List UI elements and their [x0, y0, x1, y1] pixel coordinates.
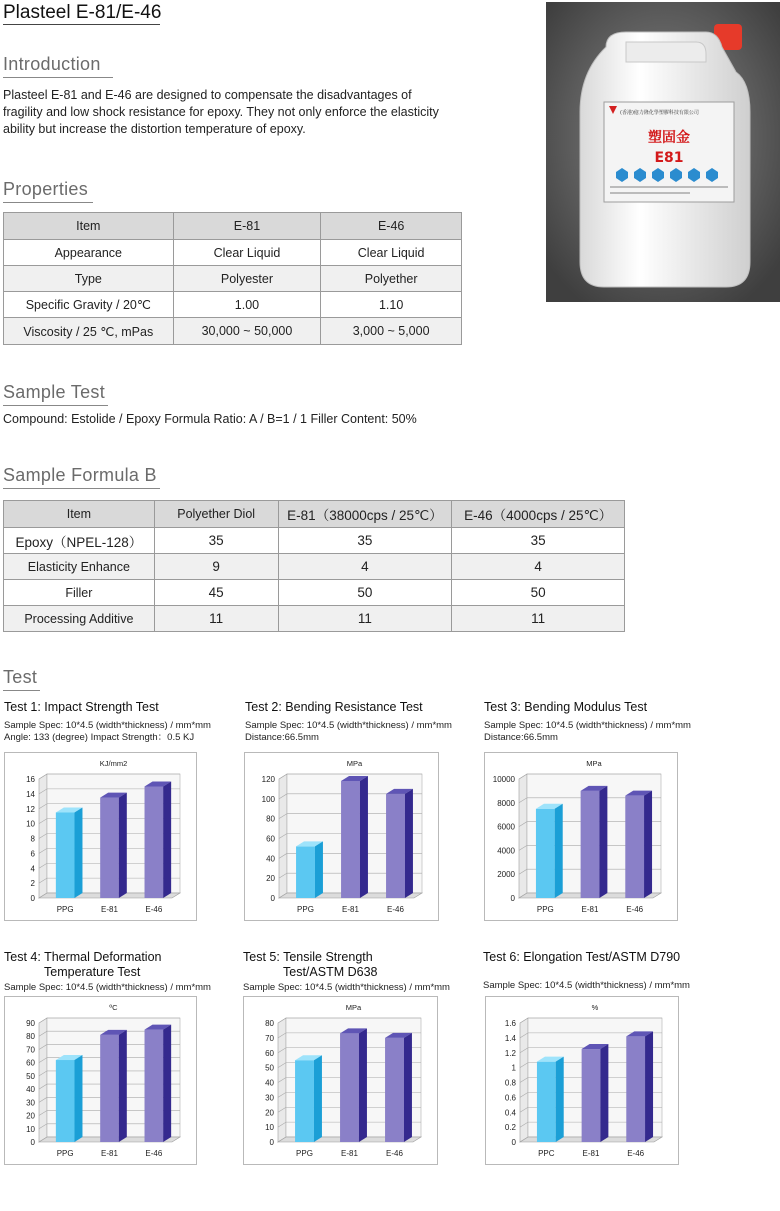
test-title: Test 3: Bending Modulus Test	[484, 700, 648, 714]
chart-bar-side	[314, 1055, 322, 1142]
chart-tick-label: 14	[26, 789, 35, 799]
test-block-1	[4, 700, 234, 744]
table-row	[4, 266, 462, 292]
chart-3	[484, 752, 678, 921]
chart-2	[244, 752, 439, 921]
test-spec-line: Sample Spec: 10*4.5 (width*thickness) / mm*mm	[243, 982, 450, 993]
chart-bar	[626, 1031, 653, 1142]
chart-tick-label: 12	[26, 804, 35, 814]
chart-tick-label: 10000	[492, 775, 515, 784]
table-cell: Elasticity Enhance	[4, 554, 155, 580]
table-row	[4, 580, 625, 606]
chart-unit-title: ºC	[109, 1003, 118, 1012]
label-product-name: 塑固金	[648, 130, 690, 146]
chart-bar	[145, 781, 172, 898]
chart-bar	[537, 1057, 564, 1142]
properties-underline	[3, 202, 93, 203]
chart-bar-side	[119, 1030, 127, 1142]
bar-chart-svg	[244, 997, 437, 1164]
chart-category-label: E-81	[101, 905, 118, 914]
chart-tick-label: 60	[265, 1048, 274, 1058]
formula-header-cell: Item	[4, 501, 155, 528]
chart-bar	[341, 776, 368, 898]
chart-tick-label: 50	[265, 1063, 274, 1073]
chart-category-label: E-46	[387, 905, 404, 914]
sample-formula-heading-label: Sample Formula B	[3, 465, 157, 485]
table-row	[4, 318, 462, 345]
bar-chart-svg	[485, 753, 677, 920]
chart-bar	[625, 791, 652, 898]
table-row	[4, 528, 625, 554]
chart-tick-label: 60	[266, 834, 275, 844]
chart-tick-label: 80	[265, 1019, 274, 1028]
table-cell: 11	[452, 606, 625, 632]
properties-table	[3, 212, 462, 345]
chart-tick-label: 1.4	[504, 1033, 516, 1043]
formula-header-row	[4, 501, 625, 528]
chart-category-label: PPG	[56, 1149, 74, 1158]
chart-tick-label: 30	[26, 1098, 35, 1108]
test-title: Temperature Test	[44, 965, 141, 979]
product-photo	[546, 2, 780, 302]
introduction-heading	[3, 54, 113, 78]
sample-test-heading	[3, 382, 108, 406]
chart-bar-front	[296, 846, 315, 898]
chart-bar	[295, 1055, 322, 1142]
chart-5	[243, 996, 438, 1165]
formula-header-cell: Polyether Diol	[154, 501, 278, 528]
chart-bar	[385, 1033, 412, 1142]
chart-tick-label: 0	[270, 894, 275, 903]
table-cell: 35	[452, 528, 625, 554]
test-spec	[243, 982, 473, 994]
chart-tick-label: 100	[261, 794, 275, 804]
test-spec	[4, 720, 234, 744]
sample-formula-table	[3, 500, 625, 632]
chart-bar-side	[74, 1055, 82, 1142]
table-cell: Polyester	[173, 266, 321, 292]
chart-bar-side	[599, 786, 607, 898]
chart-bar	[296, 841, 323, 898]
table-cell: 3,000 ~ 5,000	[321, 318, 462, 345]
chart-tick-label: 0.4	[504, 1108, 516, 1118]
chart-bar	[536, 804, 563, 898]
chart-bar-front	[626, 1036, 645, 1142]
bar-chart-svg	[245, 753, 438, 920]
chart-1	[4, 752, 197, 921]
chart-bar-side	[645, 1031, 653, 1142]
test-block-2	[245, 700, 475, 744]
table-cell: 1.10	[321, 292, 462, 318]
chart-category-label: PPG	[296, 1149, 313, 1158]
sample-test-heading-label: Sample Test	[3, 382, 106, 402]
chart-category-label: PPC	[538, 1149, 555, 1158]
table-cell: 11	[278, 606, 452, 632]
title-rule	[3, 24, 160, 25]
chart-tick-label: 70	[265, 1033, 274, 1043]
properties-header-cell: E-46	[321, 213, 462, 240]
chart-category-label: E-81	[342, 905, 359, 914]
test-block-5	[243, 950, 473, 994]
chart-bar	[340, 1028, 367, 1142]
table-cell: Epoxy（NPEL-128）	[4, 528, 155, 554]
chart-category-label: E-81	[101, 1149, 118, 1158]
table-cell: 4	[278, 554, 452, 580]
test-spec	[4, 982, 234, 994]
table-cell: 50	[452, 580, 625, 606]
chart-tick-label: 40	[26, 1085, 35, 1095]
test-spec-line: Sample Spec: 10*4.5 (width*thickness) / mm*mm	[245, 720, 452, 731]
bar-chart-svg	[5, 997, 196, 1164]
test-title: Test/ASTM D638	[283, 965, 378, 979]
introduction-text: Plasteel E-81 and E-46 are designed to compensate the disadvantages of fragility and low shock resistance for epoxy. They not only enforce the elasticity ability but increase the distortion temperature of epoxy.	[3, 88, 439, 136]
test-heading	[3, 667, 40, 691]
chart-bar-front	[145, 1030, 164, 1142]
chart-bar-front	[385, 1038, 404, 1142]
table-cell: 4	[452, 554, 625, 580]
introduction-heading-label: Introduction	[3, 54, 101, 74]
table-cell: Clear Liquid	[173, 240, 321, 266]
chart-category-label: E-81	[582, 1149, 600, 1158]
chart-tick-label: 6	[30, 849, 35, 859]
chart-category-label: PPG	[56, 905, 74, 914]
properties-header-cell: Item	[4, 213, 174, 240]
chart-tick-label: 0	[510, 894, 515, 903]
chart-tick-label: 30	[265, 1093, 274, 1103]
chart-tick-label: 2000	[497, 870, 515, 880]
test-spec-line: Distance:66.5mm	[245, 732, 319, 743]
chart-tick-label: 8000	[497, 798, 515, 808]
chart-4	[4, 996, 197, 1165]
table-cell: 1.00	[173, 292, 321, 318]
chart-bar	[582, 1044, 609, 1142]
chart-tick-label: 1.6	[504, 1019, 516, 1028]
chart-category-label: E-46	[626, 905, 644, 914]
chart-bar-side	[163, 1025, 171, 1142]
chart-bar-front	[295, 1060, 314, 1142]
test-title: Test 4: Thermal Deformation	[4, 950, 162, 964]
table-row	[4, 292, 462, 318]
test-spec	[483, 980, 713, 992]
chart-bar-front	[582, 1049, 601, 1142]
chart-bar-side	[600, 1044, 608, 1142]
chart-tick-label: 70	[26, 1045, 35, 1055]
chart-tick-label: 90	[26, 1019, 35, 1028]
chart-bar-side	[404, 1033, 412, 1142]
label-product-code: E81	[654, 150, 684, 166]
table-cell: Filler	[4, 580, 155, 606]
chart-tick-label: 8	[30, 834, 35, 844]
chart-tick-label: 80	[26, 1032, 35, 1042]
chart-tick-label: 0	[511, 1138, 516, 1147]
chart-unit-title: MPa	[586, 759, 602, 768]
chart-tick-label: 0	[30, 894, 35, 903]
chart-bar-side	[360, 776, 368, 898]
chart-category-label: E-46	[145, 905, 163, 914]
chart-tick-label: 80	[266, 814, 275, 824]
chart-category-label: E-46	[627, 1149, 645, 1158]
table-cell: Polyether	[321, 266, 462, 292]
table-cell: Appearance	[4, 240, 174, 266]
chart-category-label: PPG	[536, 905, 554, 914]
chart-bar-side	[119, 793, 127, 898]
test-title: Test 6: Elongation Test/ASTM D790	[483, 950, 681, 964]
test-heading-label: Test	[3, 667, 38, 687]
chart-bar	[100, 1030, 127, 1142]
chart-unit-title: %	[591, 1003, 599, 1012]
chart-bar-front	[536, 809, 555, 898]
chart-tick-label: 2	[30, 879, 35, 889]
chart-tick-label: 1.2	[504, 1048, 516, 1058]
test-block-4	[4, 950, 234, 994]
bar-chart-svg	[486, 997, 678, 1164]
table-row	[4, 554, 625, 580]
chart-tick-label: 50	[26, 1071, 35, 1081]
chart-tick-label: 20	[26, 1111, 35, 1121]
table-cell: 35	[154, 528, 278, 554]
chart-unit-title: MPa	[346, 759, 363, 768]
chart-tick-label: 40	[266, 854, 275, 864]
table-cell: 45	[154, 580, 278, 606]
page-title: Plasteel E-81/E-46	[3, 2, 162, 23]
bar-chart-svg	[5, 753, 196, 920]
chart-bar-side	[74, 807, 82, 898]
chart-bar	[145, 1025, 172, 1142]
chart-bar-side	[556, 1057, 564, 1142]
chart-bar-front	[581, 791, 600, 898]
chart-tick-label: 16	[26, 775, 35, 784]
chart-category-label: E-46	[386, 1149, 403, 1158]
chart-tick-label: 0.2	[504, 1123, 516, 1133]
chart-unit-title: KJ/mm2	[99, 759, 128, 768]
chart-tick-label: 20	[265, 1108, 274, 1118]
chart-bar-front	[537, 1062, 556, 1142]
chart-tick-label: 0	[30, 1138, 35, 1147]
chart-category-label: E-81	[581, 905, 599, 914]
test-spec-line: Sample Spec: 10*4.5 (width*thickness) / mm*mm	[4, 720, 211, 731]
chart-tick-label: 6000	[497, 822, 515, 832]
label-brand: (香港)億力隆化學塑膠科技有限公司	[620, 110, 699, 116]
chart-unit-title: MPa	[345, 1003, 362, 1012]
table-cell: Processing Additive	[4, 606, 155, 632]
chart-tick-label: 4000	[497, 846, 515, 856]
test-title: Test 1: Impact Strength Test	[4, 700, 159, 714]
chart-bar-front	[56, 1060, 75, 1142]
table-cell: Clear Liquid	[321, 240, 462, 266]
sample-test-text: Compound: Estolide / Epoxy Formula Ratio: A / B=1 / 1 Filler Content: 50%	[3, 412, 417, 426]
chart-bar-side	[555, 804, 563, 898]
test-spec-line: Sample Spec: 10*4.5 (width*thickness) / mm*mm	[483, 980, 690, 991]
chart-tick-label: 0.6	[504, 1093, 516, 1103]
chart-tick-label: 10	[26, 1124, 35, 1134]
chart-tick-label: 4	[30, 864, 35, 874]
chart-bar	[56, 1055, 83, 1142]
introduction-underline	[3, 77, 113, 78]
chart-tick-label: 20	[266, 874, 275, 884]
chart-tick-label: 120	[261, 775, 275, 784]
chart-bar	[56, 807, 83, 898]
test-spec	[245, 720, 475, 744]
sample-formula-heading	[3, 465, 160, 489]
chart-bar	[100, 793, 127, 898]
chart-bar-side	[359, 1028, 367, 1142]
chart-bar-side	[644, 791, 652, 898]
chart-bar-side	[163, 781, 171, 898]
chart-category-label: E-46	[145, 1149, 163, 1158]
chart-bar-front	[145, 786, 164, 898]
chart-tick-label: 0.8	[504, 1078, 516, 1088]
chart-bar-side	[405, 789, 413, 898]
table-cell: 11	[154, 606, 278, 632]
test-block-3	[484, 700, 714, 744]
test-block-6	[483, 950, 713, 992]
chart-tick-label: 10	[265, 1123, 274, 1133]
sample-formula-underline	[3, 488, 160, 489]
table-row	[4, 606, 625, 632]
test-spec-line: Sample Spec: 10*4.5 (width*thickness) / mm*mm	[484, 720, 691, 731]
chart-tick-label: 1	[511, 1063, 516, 1073]
chart-bar-front	[386, 794, 405, 898]
test-title: Test 2: Bending Resistance Test	[245, 700, 423, 714]
chart-bar-front	[100, 1035, 119, 1142]
properties-heading	[3, 179, 93, 203]
sample-test-underline	[3, 405, 108, 406]
chart-bar-front	[341, 781, 360, 898]
chart-bar	[386, 789, 413, 898]
table-cell: 50	[278, 580, 452, 606]
table-cell: Type	[4, 266, 174, 292]
test-spec	[484, 720, 714, 744]
formula-header-cell: E-46（4000cps / 25℃）	[452, 501, 625, 528]
chart-tick-label: 60	[26, 1058, 35, 1068]
table-row	[4, 240, 462, 266]
chart-side-wall	[39, 1018, 47, 1142]
table-cell: 35	[278, 528, 452, 554]
chart-bar	[581, 786, 608, 898]
test-spec-line: Distance:66.5mm	[484, 732, 558, 743]
chart-category-label: E-81	[341, 1149, 358, 1158]
table-cell: 30,000 ~ 50,000	[173, 318, 321, 345]
chart-tick-label: 0	[269, 1138, 274, 1147]
properties-header-row	[4, 213, 462, 240]
chart-bar-side	[315, 841, 323, 898]
jerrycan-image	[546, 2, 780, 302]
chart-category-label: PPG	[297, 905, 314, 914]
formula-header-cell: E-81（38000cps / 25℃）	[278, 501, 452, 528]
chart-bar-front	[340, 1033, 359, 1142]
table-cell: Viscosity / 25 ℃, mPas	[4, 318, 174, 345]
table-cell: 9	[154, 554, 278, 580]
properties-header-cell: E-81	[173, 213, 321, 240]
chart-bar-front	[625, 796, 644, 898]
chart-tick-label: 10	[26, 819, 35, 829]
test-underline	[3, 690, 40, 691]
table-cell: Specific Gravity / 20℃	[4, 292, 174, 318]
properties-heading-label: Properties	[3, 179, 89, 199]
test-title: Test 5: Tensile Strength	[243, 950, 373, 964]
chart-tick-label: 40	[265, 1078, 274, 1088]
test-spec-line: Angle: 133 (degree) Impact Strength：0.5 KJ	[4, 732, 195, 743]
chart-bar-front	[100, 798, 119, 898]
chart-bar-front	[56, 812, 75, 898]
chart-side-wall	[519, 774, 527, 898]
test-spec-line: Sample Spec: 10*4.5 (width*thickness) / mm*mm	[4, 982, 211, 993]
chart-6	[485, 996, 679, 1165]
